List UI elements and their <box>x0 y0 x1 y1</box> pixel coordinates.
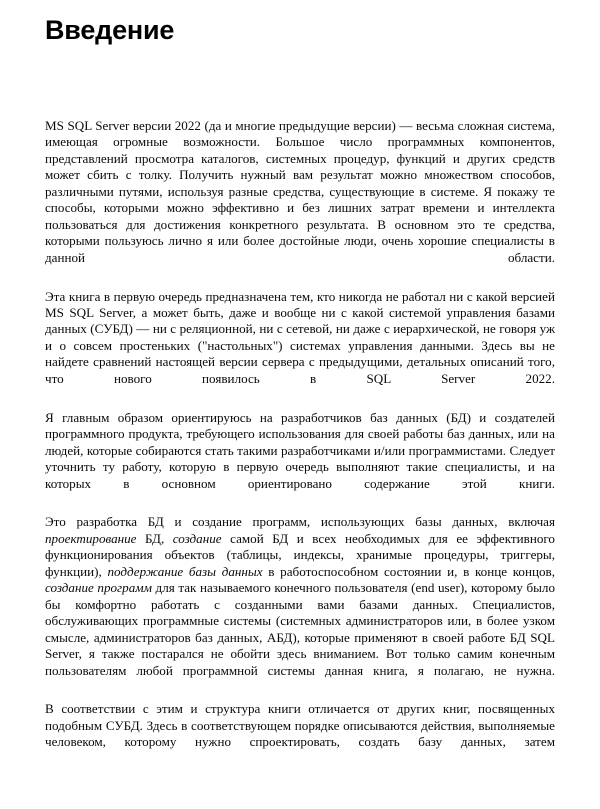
text-run: БД, <box>136 530 173 546</box>
paragraph-4 <box>45 514 555 695</box>
text-run: Это разработка БД и создание программ, использующих базы данных, включая <box>45 514 555 530</box>
emphasis-run: поддержание базы данных <box>107 563 263 579</box>
paragraph-3: Я главным образом ориентируюсь на разработчиков баз данных (БД) и создателей программного продукта, требующего использования для своей работы баз данных, или на людей, которые собираются стать такими разработчиками и/или программистами. Следует уточнить ту работу, которую в первую очередь выполняют такие специалисты, и на которых в основном ориентировано содержание этой книги. <box>45 409 555 491</box>
paragraph-2: Эта книга в первую очередь предназначена тем, кто никогда не работал ни с какой версией MS SQL Server, а может быть, даже и вообще ни с какой системой управления базами данных (СУБД) — ни с реляционной, ни с сетевой, ни даже с иерархической, не говоря уж и о совсем простеньких ("настольных") системах управления данными. Здесь вы не найдете сравнений настоящей версии сервера с предыдущими, детальных описаний того, что нового появилось в SQL Server 2022. <box>45 288 555 386</box>
text-run: самой БД и всех необходимых для ее эффективного функционирования объектов (таблицы, индексы, хранимые процедуры, триггеры, функции), <box>45 530 555 579</box>
emphasis-run: создание <box>172 530 222 546</box>
text-run: в работоспособном состоянии и, в конце концов, <box>262 563 555 579</box>
paragraph-5: В соответствии с этим и структура книги отличается от других книг, посвященных подобным СУБД. Здесь в соответствующем порядке описываются действия, выполняемые человеком, которому нужно спроектировать, создать базу данных, затем <box>45 701 555 750</box>
body-text-column <box>45 118 555 767</box>
page-title: Введение <box>45 15 175 45</box>
paragraph-1: MS SQL Server версии 2022 (да и многие предыдущие версии) — весьма сложная система, имеющая огромные возможности. Большое число программных компонентов, представлений просмотра каталогов, системных процедур, функций и других средств может сбить с толку. Получить нужный вам результат можно множеством способов, различными путями, используя разные средства, существующие в системе. Я покажу те способы, которыми можно эффективно и без лишних затрат времени и интеллекта пользоваться для достижения конкретного результата. В основном это те средства, которыми пользуюсь лично я или более достойные люди, очень хорошие специалисты в данной области. <box>45 118 555 265</box>
text-run: для так называемого конечного пользователя (end user), которому было бы комфортно работать с созданными вами базами данных. Специалистов, обслуживающих программные системы (системных администраторов или, в более узком смысле, администраторов баз данных, АБД), которые применяют в своей работе БД SQL Server, я также постарался не обойти здесь вниманием. Вот только самим конечным пользователям любой программной системы данная книга, я полагаю, не нужна. <box>45 580 555 678</box>
emphasis-run: проектирование <box>45 530 137 546</box>
emphasis-run: создание программ <box>45 580 152 596</box>
